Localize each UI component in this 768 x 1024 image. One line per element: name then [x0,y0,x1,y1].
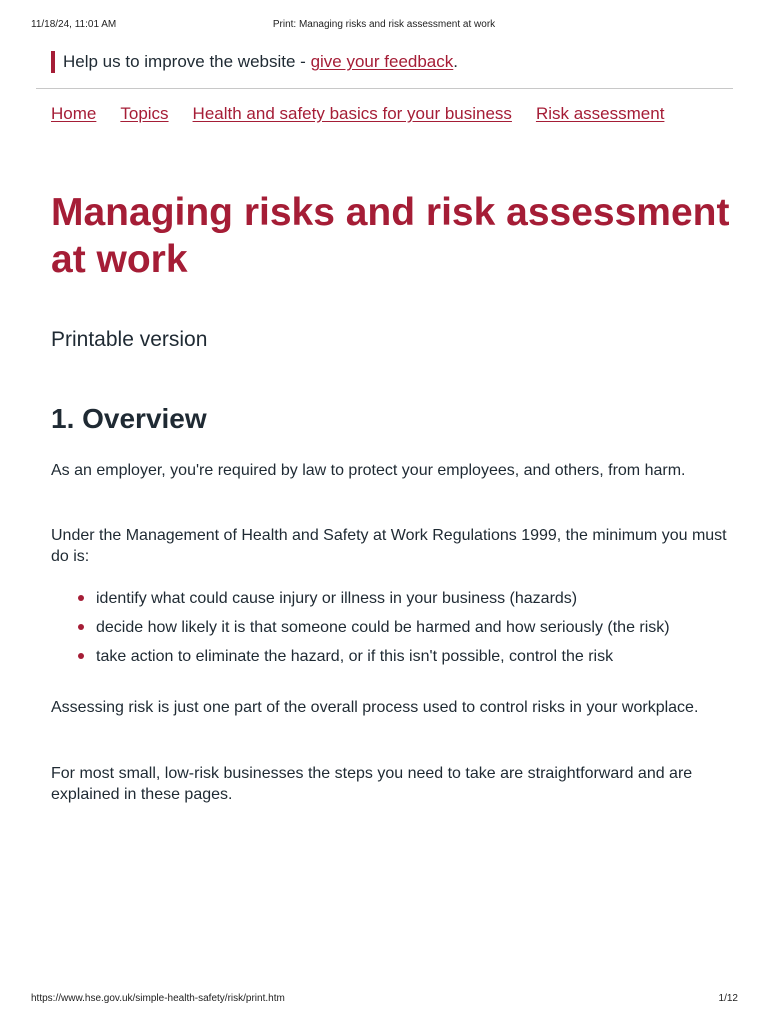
breadcrumb [51,103,688,125]
list-item [51,647,701,666]
breadcrumb-health-safety-basics[interactable]: Health and safety basics for your business [192,104,512,123]
list-item-text: take action to eliminate the hazard, or if this isn't possible, control the risk [96,648,614,665]
list-item-text: identify what could cause injury or illness in your business (hazards) [96,590,578,607]
list-item-text: decide how likely it is that someone could be harmed and how seriously (the risk) [96,619,670,636]
paragraph-employer-duty: As an employer, you're required by law to protect your employees, and others, from harm. [51,462,686,479]
bullet-dot-icon [78,624,84,630]
print-url: https://www.hse.gov.uk/simple-health-safety/risk/print.htm [31,993,285,1004]
bullet-dot-icon [78,595,84,601]
breadcrumb-risk-assessment[interactable]: Risk assessment [535,104,665,123]
feedback-banner [51,51,458,73]
print-datetime: 11/18/24, 11:01 AM [31,19,117,30]
page-title: Managing risks and risk assessment at work [51,191,730,281]
feedback-text: Help us to improve the website - [63,52,311,71]
header-divider [36,88,733,89]
feedback-suffix: . [453,52,458,71]
printable-version-label: Printable version [51,328,208,351]
page-number: 1/12 [718,993,738,1004]
breadcrumb-home[interactable]: Home [51,104,97,123]
list-item [51,589,701,608]
minimum-duties-list [51,589,701,676]
section-heading-overview: 1. Overview [51,403,207,434]
breadcrumb-topics[interactable]: Topics [120,104,169,123]
paragraph-small-businesses: For most small, low-risk businesses the steps you need to take are straightforward and are explained in these pages. [51,765,693,803]
feedback-link[interactable]: give your feedback [310,52,454,71]
paragraph-assessing-risk: Assessing risk is just one part of the overall process used to control risks in your workplace. [51,699,699,716]
paragraph-regulations: Under the Management of Health and Safety at Work Regulations 1999, the minimum you must do is: [51,527,727,565]
bullet-dot-icon [78,653,84,659]
print-page-title: Print: Managing risks and risk assessment at work [272,19,496,30]
list-item [51,618,701,637]
